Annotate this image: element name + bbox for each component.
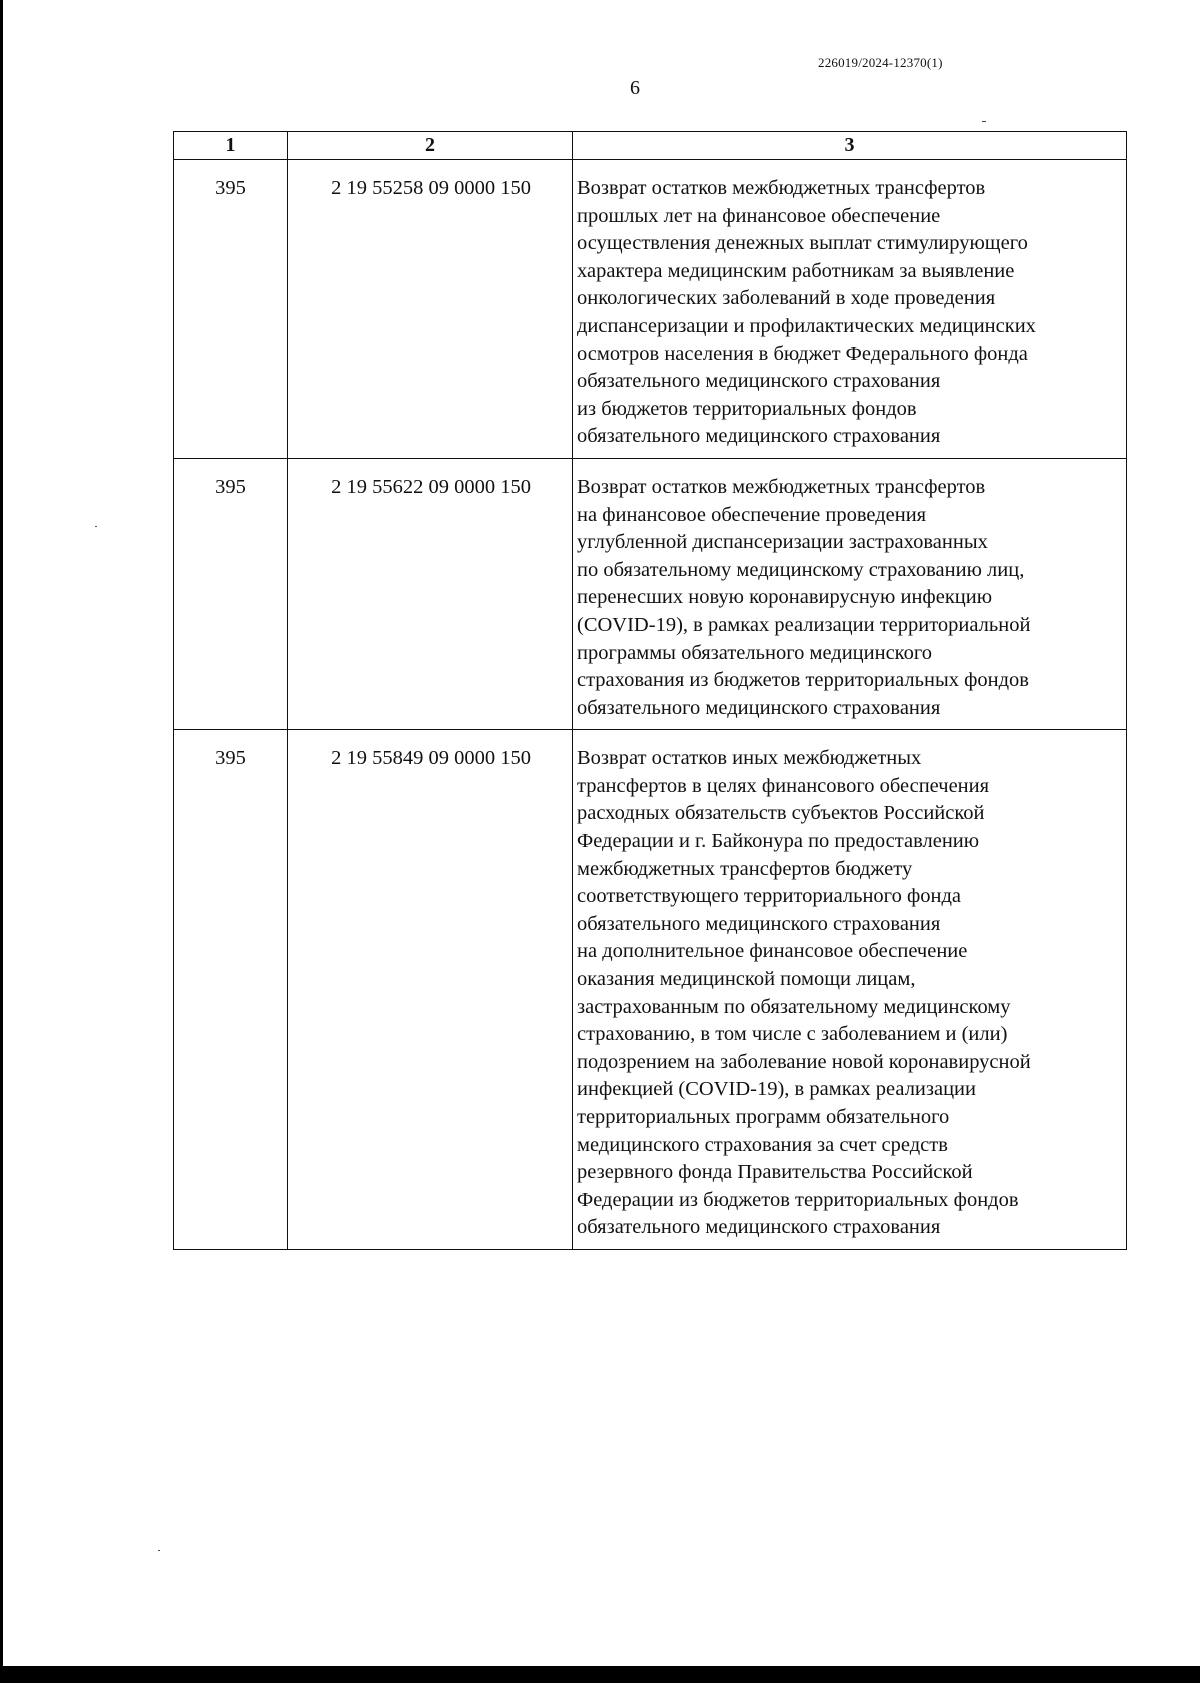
revenue-code-cell: 2 19 55849 09 0000 150	[288, 730, 573, 1250]
description-line: резервного фонда Правительства Российской	[577, 1161, 973, 1184]
description-line: обязательного медицинского страхования	[577, 912, 941, 935]
scan-speck	[158, 1550, 160, 1551]
table-row	[174, 730, 1127, 1250]
description-line: медицинского страхования за счет средств	[577, 1133, 948, 1156]
description-line: по обязательному медицинскому страхованию лиц,	[577, 558, 1025, 581]
description-line: Возврат остатков межбюджетных трансфертов	[577, 177, 986, 199]
scan-mark	[982, 121, 986, 122]
admin-code-cell: 395	[174, 730, 288, 1250]
column-header-2: 2	[288, 132, 573, 160]
description-line: межбюджетных трансфертов бюджету	[577, 857, 913, 880]
column-header-1: 1	[174, 132, 288, 160]
admin-code-cell: 395	[174, 160, 288, 459]
description-line: из бюджетов территориальных фондов	[577, 397, 917, 420]
table-row	[174, 458, 1127, 729]
description-line: Возврат остатков иных межбюджетных	[577, 747, 922, 770]
description-line: страхованию, в том числе с заболеванием и (или)	[577, 1023, 1008, 1046]
description-cell	[573, 730, 1127, 1250]
page-edge-bottom	[0, 1666, 1200, 1683]
description-cell	[573, 160, 1127, 459]
description-line: на финансовое обеспечение проведения	[577, 503, 927, 526]
description-line: обязательного медицинского страхования	[577, 425, 941, 448]
description-line: оказания медицинской помощи лицам,	[577, 968, 916, 991]
table-header-row	[174, 132, 1127, 160]
description-line: на дополнительное финансовое обеспечение	[577, 940, 968, 963]
description-line: онкологических заболеваний в ходе проведения	[577, 287, 996, 310]
revenue-code-cell: 2 19 55258 09 0000 150	[288, 160, 573, 459]
description-line: углубленной диспансеризации застрахованных	[577, 531, 988, 554]
column-header-3: 3	[573, 132, 1127, 160]
description-line: (COVID-19), в рамках реализации территориальной	[577, 613, 1031, 636]
description-line: прошлых лет на финансовое обеспечение	[577, 204, 941, 227]
description-line: обязательного медицинского страхования	[577, 1216, 941, 1239]
description-line: застрахованным по обязательному медицинскому	[577, 995, 1011, 1018]
table-row	[174, 160, 1127, 459]
description-line: программы обязательного медицинского	[577, 641, 932, 664]
admin-code-cell: 395	[174, 458, 288, 729]
revenue-code-cell: 2 19 55622 09 0000 150	[288, 458, 573, 729]
description-line: осуществления денежных выплат стимулирующего	[577, 232, 1028, 255]
description-line: соответствующего территориального фонда	[577, 885, 961, 908]
description-line: инфекцией (COVID-19), в рамках реализации	[577, 1078, 976, 1101]
description-line: страхования из бюджетов территориальных фондов	[577, 669, 1029, 692]
description-line: характера медицинским работникам за выявление	[577, 259, 1015, 282]
page-edge-left	[0, 0, 3, 1683]
description-line: перенесших новую коронавирусную инфекцию	[577, 586, 993, 609]
page-number: 6	[630, 77, 640, 99]
description-line: диспансеризации и профилактических медицинских	[577, 314, 1036, 337]
description-line: территориальных программ обязательного	[577, 1106, 950, 1128]
description-line: расходных обязательств субъектов Российской	[577, 802, 985, 825]
description-line: трансфертов в целях финансового обеспечения	[577, 774, 990, 797]
description-line: обязательного медицинского страхования	[577, 696, 941, 719]
revenue-codes-table	[173, 131, 1127, 1250]
scan-speck	[95, 526, 97, 527]
description-line: осмотров населения в бюджет Федерального фонда	[577, 342, 1028, 365]
description-cell	[573, 458, 1127, 729]
description-line: обязательного медицинского страхования	[577, 370, 941, 393]
description-line: Федерации из бюджетов территориальных фондов	[577, 1188, 1019, 1211]
description-line: Федерации и г. Байконура по предоставлению	[577, 830, 980, 853]
description-line: подозрением на заболевание новой коронавирусной	[577, 1050, 1031, 1073]
description-line: Возврат остатков межбюджетных трансфертов	[577, 475, 986, 498]
table-body	[174, 160, 1127, 1250]
document-id: 226019/2024-12370(1)	[818, 55, 943, 70]
